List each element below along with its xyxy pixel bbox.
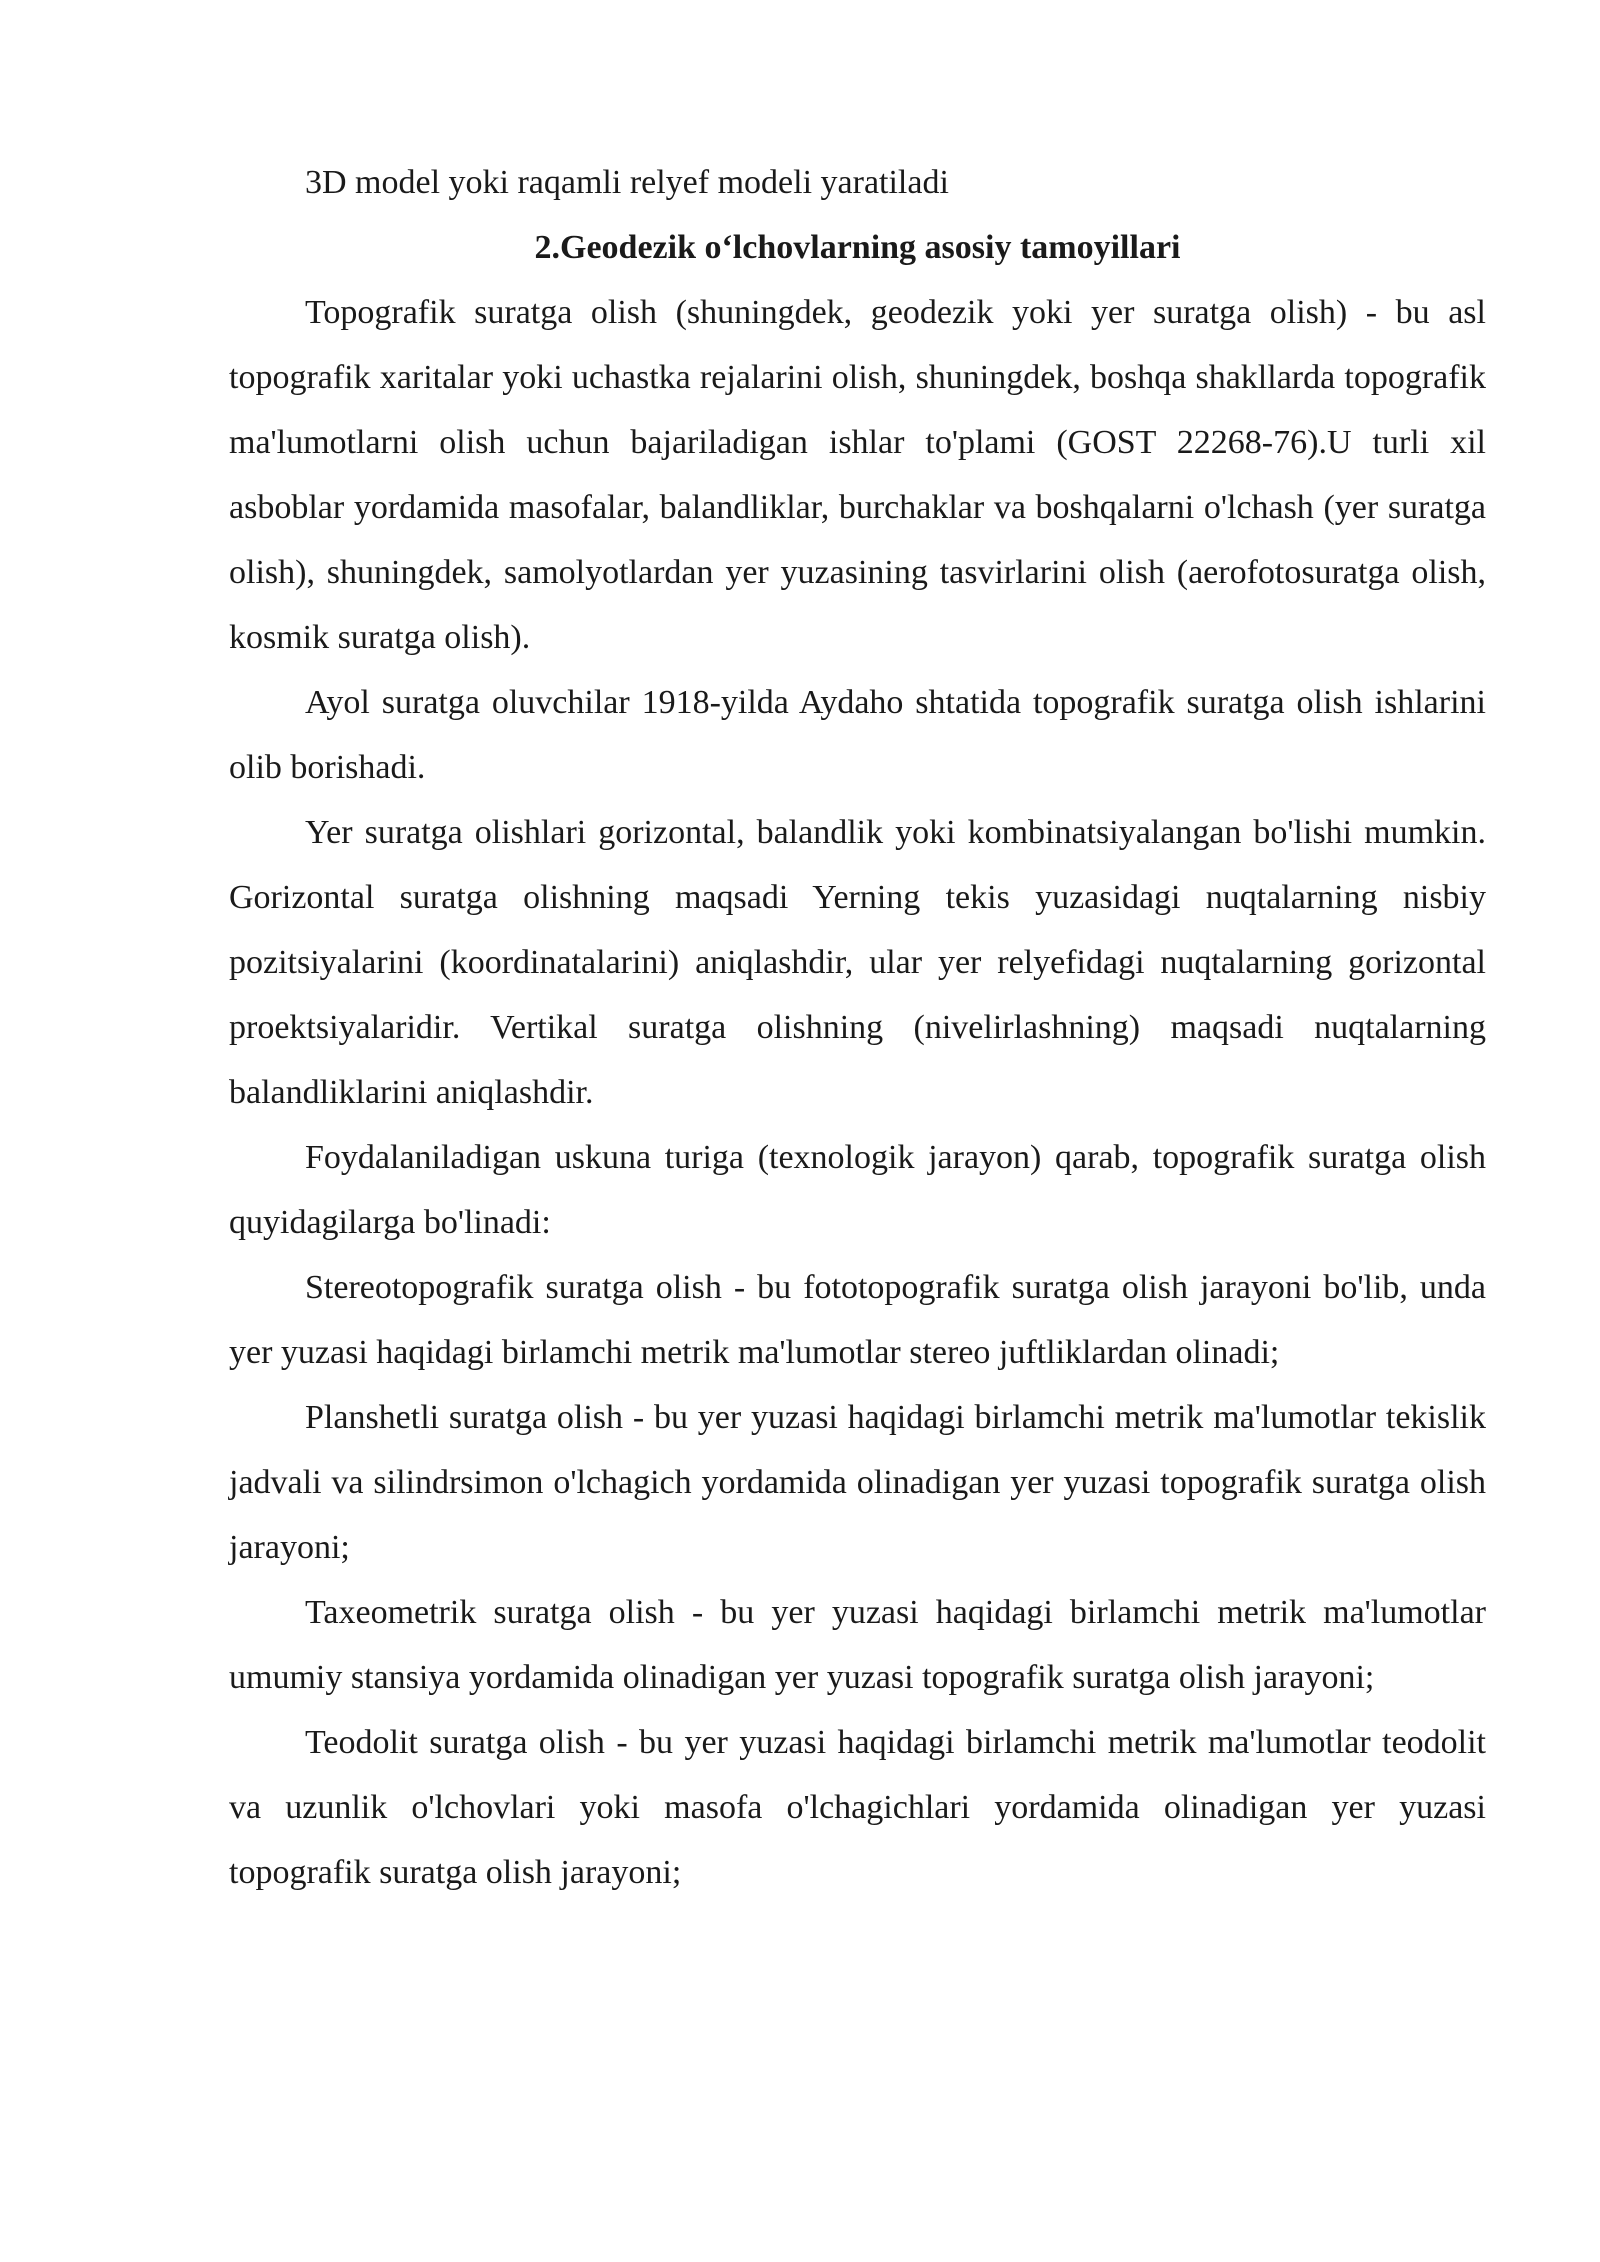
paragraph-tacheometric: Taxeometrik suratga olish - bu yer yuzasi haqidagi birlamchi metrik ma'lumotlar umumiy stansiya yordamida olinadigan yer yuzasi topografik suratga olish jarayoni; [229, 1594, 1486, 1696]
paragraph-survey-types: Yer suratga olishlari gorizontal, balandlik yoki kombinatsiyalangan bo'lishi mumkin. Gorizontal suratga olishning maqsadi Yerning tekis yuzasidagi nuqtalarning nisbiy pozitsiyalarini (koordinatalarini) aniqlashdir, ular yer relyefidagi nuqtalarning gorizontal proektsiyalaridir. Vertikal suratga olishning (nivelirlashning) maqsadi nuqtalarning balandliklarini aniqlashdir. [229, 814, 1486, 1111]
paragraph-stereotopographic: Stereotopografik suratga olish - bu fototopografik suratga olish jarayoni bo'lib, unda yer yuzasi haqidagi birlamchi metrik ma'lumotlar stereo juftliklardan olinadi; [229, 1269, 1486, 1371]
paragraph-equipment-intro: Foydalaniladigan uskuna turiga (texnologik jarayon) qarab, topografik suratga olish quyidagilarga bo'linadi: [229, 1139, 1486, 1241]
section-heading: 2.Geodezik o‘lchovlarning asosiy tamoyillari [534, 229, 1181, 266]
paragraph-planshet: Planshetli suratga olish - bu yer yuzasi haqidagi birlamchi metrik ma'lumotlar tekislik jadvali va silindrsimon o'lchagich yordamida olinadigan yer yuzasi topografik suratga olish jarayoni; [229, 1399, 1486, 1566]
paragraph-theodolite: Teodolit suratga olish - bu yer yuzasi haqidagi birlamchi metrik ma'lumotlar teodolit va uzunlik o'lchovlari yoki masofa o'lchagichlari yordamida olinadigan yer yuzasi topografik suratga olish jarayoni; [229, 1724, 1486, 1891]
paragraph-women-surveyors: Ayol suratga oluvchilar 1918-yilda Aydaho shtatida topografik suratga olish ishlarini olib borishadi. [229, 684, 1486, 786]
intro-line: 3D model yoki raqamli relyef modeli yaratiladi [305, 164, 949, 201]
document-body [229, 150, 1486, 1905]
paragraph-topographic-survey: Topografik suratga olish (shuningdek, geodezik yoki yer suratga olish) - bu asl topografik xaritalar yoki uchastka rejalarini olish, shuningdek, boshqa shakllarda topografik ma'lumotlarni olish uchun bajariladigan ishlar to'plami (GOST 22268-76).U turli xil asboblar yordamida masofalar, balandliklar, burchaklar va boshqalarni o'lchash (yer suratga olish), shuningdek, samolyotlardan yer yuzasining tasvirlarini olish (aerofotosuratga olish, kosmik suratga olish). [229, 294, 1486, 656]
